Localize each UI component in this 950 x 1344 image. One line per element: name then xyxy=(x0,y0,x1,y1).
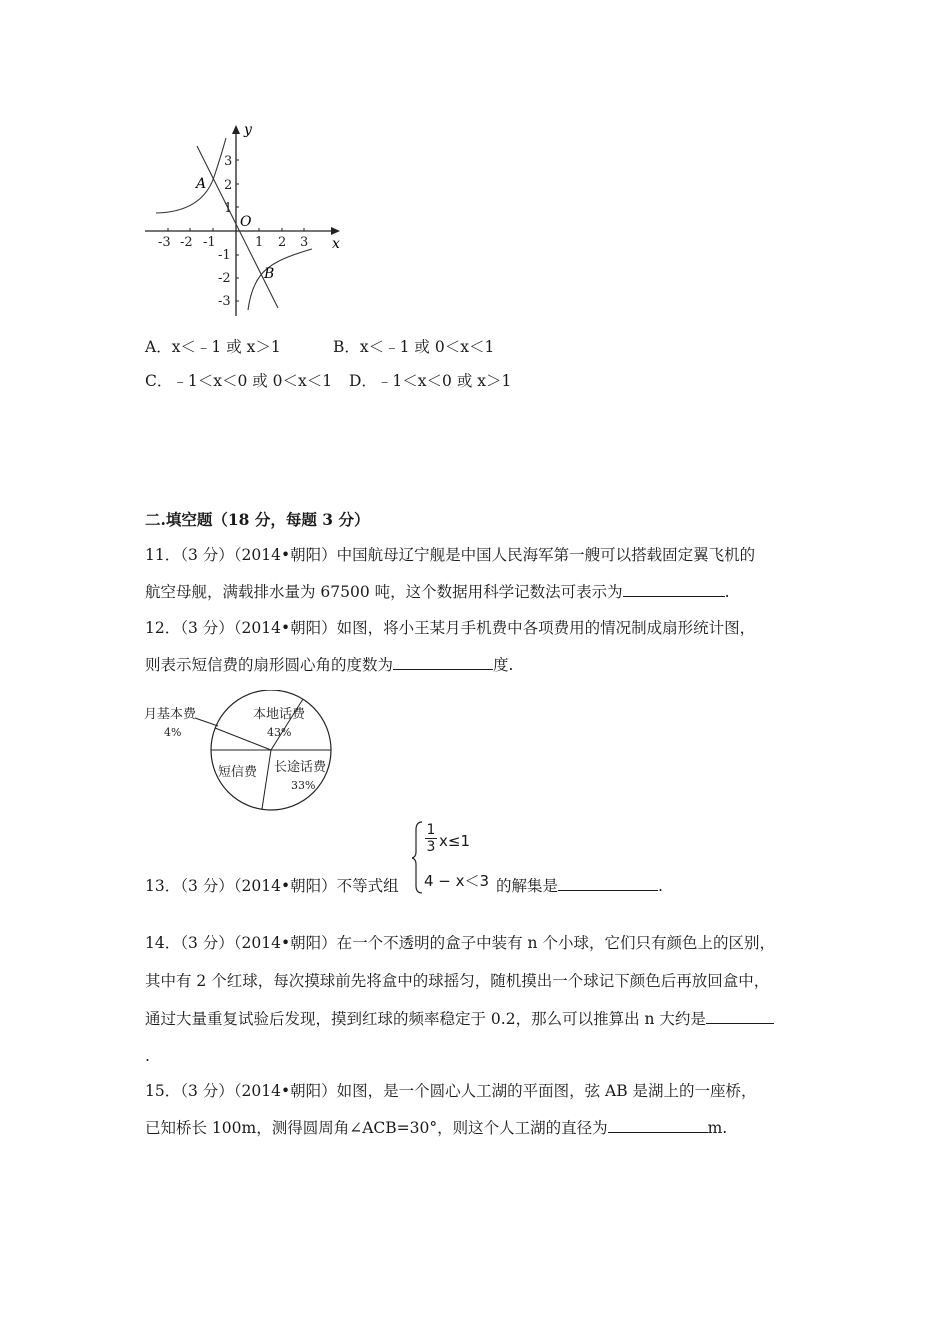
base-fee-pct: 4% xyxy=(164,726,182,739)
hyperbola-upper-left-branch xyxy=(156,138,226,213)
y-tick-label: 3 xyxy=(224,154,233,169)
y-axis-label: y xyxy=(244,122,252,138)
linear-function-line xyxy=(197,146,278,308)
choice-b: B．x＜﹣1 或 0＜x＜1 xyxy=(333,338,495,356)
q15-end: m. xyxy=(707,1119,728,1137)
q11-line2 xyxy=(145,582,730,602)
choice-d: D．﹣1＜x＜0 或 x＞1 xyxy=(349,372,512,390)
y-tick-label: 1 xyxy=(224,201,233,216)
point-a-label: A xyxy=(196,176,207,192)
x-axis-arrow xyxy=(331,227,340,235)
q12-end: 度. xyxy=(493,656,514,674)
y-axis-arrow xyxy=(232,125,240,134)
x-tick-label: -1 xyxy=(203,235,216,250)
local-call-label: 本地话费 xyxy=(253,707,306,722)
q13-prefix: 13．（3 分）（2014•朝阳）不等式组 xyxy=(145,877,399,895)
base-fee-leader-line xyxy=(195,718,218,726)
q11-end: . xyxy=(724,583,730,601)
x-axis-label: x xyxy=(332,236,340,252)
y-tick-label: -2 xyxy=(218,271,231,286)
q14-line1: 14．（3 分）（2014•朝阳）在一个不透明的盒子中装有 n 个小球，它们只有颜色上的区别， xyxy=(145,934,775,952)
q12-line2 xyxy=(145,655,513,675)
inequality-2: 4 − x＜3 xyxy=(424,872,490,890)
q14-end: . xyxy=(145,1047,150,1065)
local-call-pct: 43% xyxy=(267,726,292,739)
x-tick-label: 1 xyxy=(255,235,264,250)
x-tick-label: 3 xyxy=(300,235,309,250)
function-graph xyxy=(140,118,350,323)
choice-a: A．x＜﹣1 或 x＞1 xyxy=(145,338,281,356)
origin-label: O xyxy=(240,214,252,230)
q15-text: 已知桥长 100m，测得圆周角∠ACB=30°，则这个人工湖的直径为 xyxy=(145,1119,608,1137)
choice-c: C．﹣1＜x＜0 或 0＜x＜1 xyxy=(145,372,333,390)
inequality-1: x≤1 xyxy=(439,832,470,850)
pie-divider xyxy=(262,750,271,809)
q14-line2: 其中有 2 个红球，每次摸球前先将盒中的球摇匀，随机摸出一个球记下颜色后再放回盒中， xyxy=(145,972,770,990)
y-tick-label: -1 xyxy=(218,248,231,263)
y-tick-label: 2 xyxy=(224,178,233,193)
q13-suffix-line xyxy=(496,876,663,896)
x-tick-label: 2 xyxy=(278,235,287,250)
base-fee-label: 月基本费 xyxy=(144,707,197,722)
q15-line1: 15．（3 分）（2014•朝阳）如图，是一个圆心人工湖的平面图，弦 AB 是湖上的一座桥， xyxy=(145,1082,757,1100)
fraction-denominator: 3 xyxy=(426,839,436,855)
left-brace xyxy=(412,820,424,895)
x-tick-label: -2 xyxy=(180,235,193,250)
q14-line3 xyxy=(145,1009,774,1029)
pie-divider xyxy=(215,728,271,750)
q14-text: 通过大量重复试验后发现，摸到红球的频率稳定于 0.2，那么可以推算出 n 大约是 xyxy=(145,1010,706,1028)
inequality-system xyxy=(412,820,502,895)
x-tick-label: -3 xyxy=(158,235,171,250)
q11-text: 航空母舰，满载排水量为 67500 吨，这个数据用科学记数法可表示为 xyxy=(145,583,623,601)
long-distance-pct: 33% xyxy=(291,779,316,792)
y-tick-label: -3 xyxy=(218,294,231,309)
q13-suffix: 的解集是 xyxy=(496,877,559,895)
point-b-label: B xyxy=(264,266,275,282)
q12-line1: 12．（3 分）（2014•朝阳）如图，将小王某月手机费中各项费用的情况制成扇形统计图， xyxy=(145,619,756,637)
q13-answer-blank[interactable] xyxy=(558,876,658,891)
section-heading: 二.填空题（18 分，每题 3 分） xyxy=(145,510,370,529)
long-distance-label: 长途话费 xyxy=(274,760,327,775)
q15-answer-blank[interactable] xyxy=(608,1118,708,1133)
q13-end: . xyxy=(658,877,663,895)
q12-text: 则表示短信费的扇形圆心角的度数为 xyxy=(145,656,394,674)
fraction-one-third xyxy=(425,822,437,855)
phone-fee-pie-chart xyxy=(140,690,340,815)
q14-answer-blank[interactable] xyxy=(706,1009,774,1024)
sms-label: 短信费 xyxy=(218,765,258,780)
fraction-numerator: 1 xyxy=(426,822,436,838)
hyperbola-lower-right-branch xyxy=(248,249,312,310)
q11-answer-blank[interactable] xyxy=(623,582,725,597)
q12-answer-blank[interactable] xyxy=(393,655,493,670)
q15-line2 xyxy=(145,1118,727,1138)
q11-line1: 11．（3 分）（2014•朝阳）中国航母辽宁舰是中国人民海军第一艘可以搭载固定翼飞机的 xyxy=(145,546,756,564)
